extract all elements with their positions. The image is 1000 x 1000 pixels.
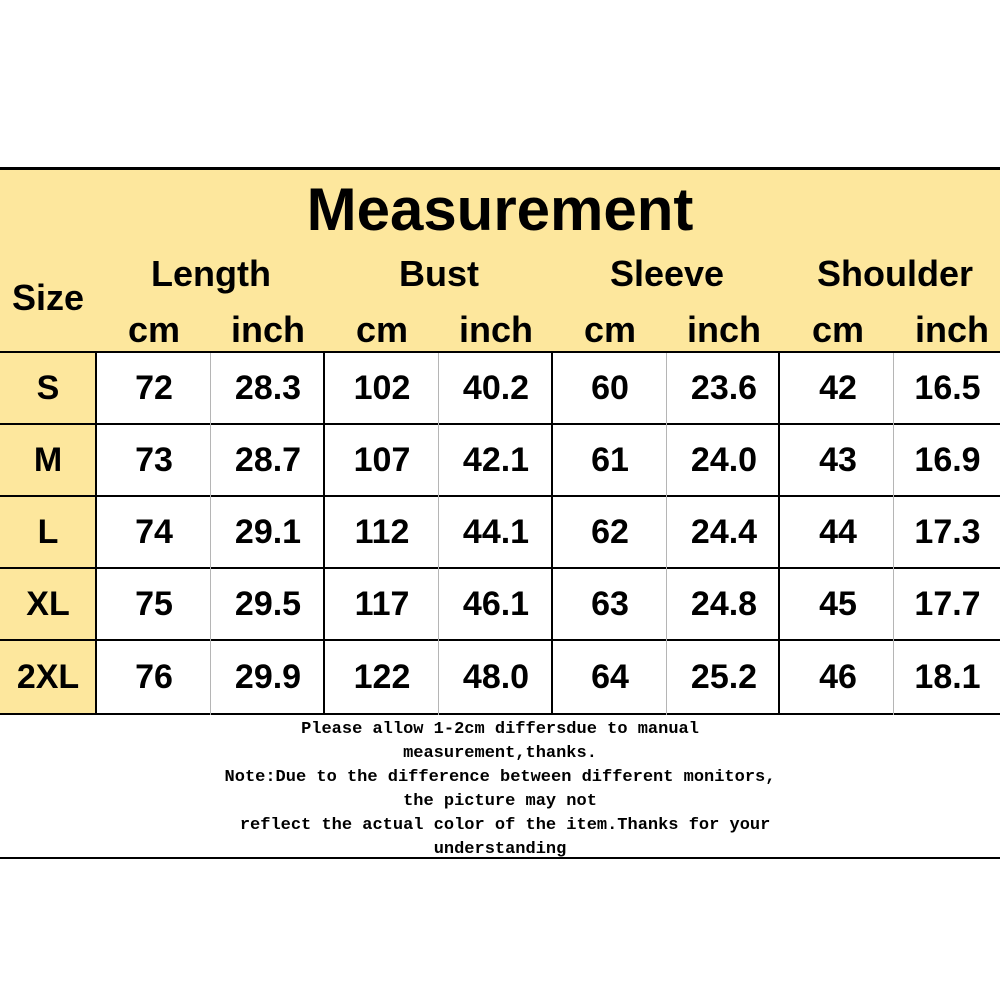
size-cell: XL	[0, 569, 96, 639]
measurement-note	[0, 716, 1000, 859]
group-header-length: Length	[151, 253, 271, 294]
unit-header-sleeve-inch: inch	[686, 309, 761, 350]
sleeve-cm-cell: 60	[591, 369, 629, 407]
table-row	[0, 353, 1000, 425]
column-divider	[893, 353, 894, 715]
chart-header	[0, 170, 1000, 353]
unit-header-shoulder-cm: cm	[811, 309, 865, 350]
unit-header-length-inch: inch	[230, 309, 305, 350]
bust-inch-cell: 46.1	[462, 585, 530, 623]
length-inch-cell: 29.1	[234, 513, 302, 551]
shoulder-cm-cell: 44	[819, 513, 857, 551]
shoulder-cm-cell: 46	[819, 658, 857, 696]
note-line: reflect the actual color of the item.Thanks for your	[229, 816, 771, 835]
unit-header-bust-cm: cm	[355, 309, 409, 350]
length-inch-cell: 28.3	[234, 369, 302, 407]
group-header-bust: Bust	[399, 253, 479, 294]
sleeve-inch-cell: 24.0	[690, 441, 758, 479]
sleeve-inch-cell: 23.6	[690, 369, 758, 407]
shoulder-cm-cell: 42	[819, 369, 857, 407]
unit-header-shoulder-inch: inch	[914, 309, 989, 350]
shoulder-cm-cell: 45	[819, 585, 857, 623]
group-header-sleeve: Sleeve	[609, 253, 725, 294]
bust-cm-cell: 117	[354, 585, 410, 623]
bust-inch-cell: 40.2	[462, 369, 530, 407]
size-column-header: Size	[11, 277, 85, 318]
sleeve-inch-cell: 24.4	[690, 513, 758, 551]
unit-header-sleeve-cm: cm	[583, 309, 637, 350]
note-line: understanding	[433, 840, 567, 859]
size-chart	[0, 167, 1000, 859]
length-inch-cell: 28.7	[234, 441, 302, 479]
bust-cm-cell: 122	[353, 658, 411, 696]
column-divider	[551, 353, 553, 715]
shoulder-inch-cell: 18.1	[914, 658, 981, 696]
column-divider	[778, 353, 780, 715]
sleeve-cm-cell: 62	[591, 513, 629, 551]
length-cm-cell: 75	[135, 585, 173, 623]
shoulder-cm-cell: 43	[819, 441, 857, 479]
size-cell: S	[0, 353, 96, 423]
unit-header-length-cm: cm	[127, 309, 181, 350]
bust-cm-cell: 102	[353, 369, 411, 407]
table-row	[0, 569, 1000, 641]
length-cm-cell: 73	[135, 441, 173, 479]
bust-inch-cell: 42.1	[462, 441, 530, 479]
column-divider	[438, 353, 439, 715]
size-cell: L	[0, 497, 96, 567]
length-inch-cell: 29.5	[234, 585, 302, 623]
bust-inch-cell: 48.0	[462, 658, 530, 696]
bust-cm-cell: 112	[354, 513, 410, 551]
table-row	[0, 425, 1000, 497]
bust-inch-cell: 44.1	[462, 513, 530, 551]
shoulder-inch-cell: 16.9	[914, 441, 981, 479]
chart-rows	[0, 353, 1000, 716]
shoulder-inch-cell: 17.7	[914, 585, 981, 623]
table-row	[0, 641, 1000, 715]
sleeve-inch-cell: 24.8	[690, 585, 758, 623]
length-cm-cell: 74	[135, 513, 173, 551]
note-line: Note:Due to the difference between different monitors,	[224, 768, 776, 787]
note-line: the picture may not	[403, 792, 597, 811]
column-divider	[666, 353, 667, 715]
chart-title: Measurement	[306, 176, 694, 243]
shoulder-inch-cell: 17.3	[914, 513, 981, 551]
sleeve-inch-cell: 25.2	[690, 658, 758, 696]
sleeve-cm-cell: 64	[591, 658, 629, 696]
note-line: Please allow 1-2cm differsdue to manual	[301, 720, 699, 739]
length-cm-cell: 76	[135, 658, 173, 696]
size-cell: 2XL	[0, 641, 96, 713]
length-cm-cell: 72	[135, 369, 173, 407]
bust-cm-cell: 107	[353, 441, 411, 479]
unit-header-bust-inch: inch	[458, 309, 533, 350]
size-cell: M	[0, 425, 96, 495]
column-divider	[210, 353, 211, 715]
column-divider	[323, 353, 325, 715]
sleeve-cm-cell: 63	[591, 585, 629, 623]
table-row	[0, 497, 1000, 569]
shoulder-inch-cell: 16.5	[914, 369, 981, 407]
group-header-shoulder: Shoulder	[816, 253, 973, 294]
note-line: measurement,thanks.	[403, 744, 597, 763]
sleeve-cm-cell: 61	[591, 441, 629, 479]
length-inch-cell: 29.9	[234, 658, 302, 696]
column-divider	[95, 353, 97, 715]
